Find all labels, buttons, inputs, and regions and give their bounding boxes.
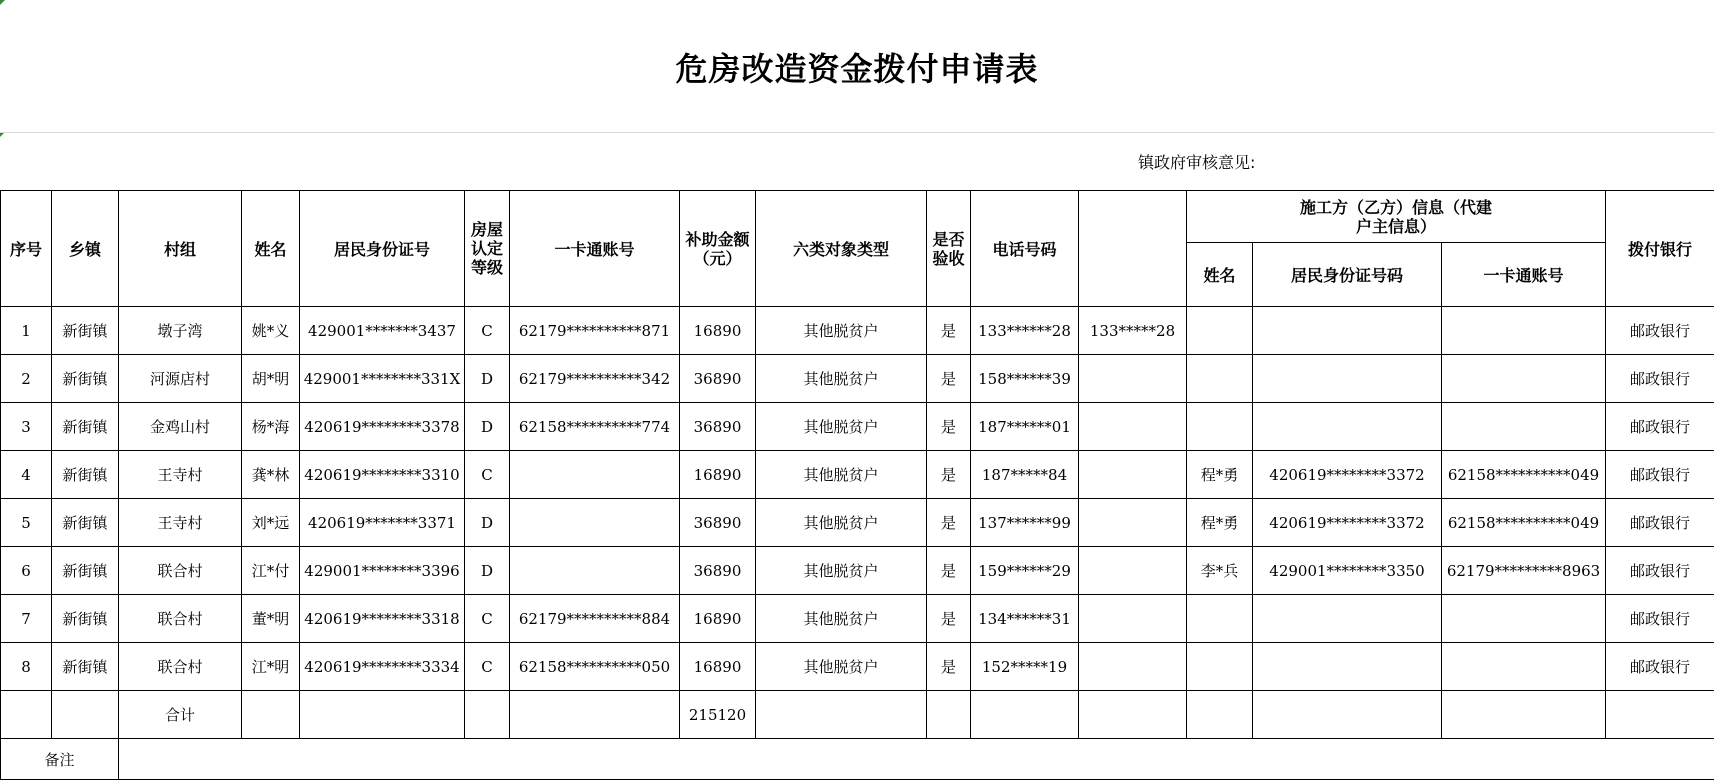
cell-contractor-name[interactable]: 程*勇 (1187, 499, 1253, 547)
cell-name[interactable]: 胡*明 (242, 355, 300, 403)
cell-subsidy[interactable]: 36890 (680, 355, 756, 403)
cell-accepted[interactable]: 是 (927, 403, 971, 451)
cell-account[interactable]: 62179**********871 (510, 307, 680, 355)
cell-name[interactable]: 董*明 (242, 595, 300, 643)
cell-town[interactable]: 新街镇 (52, 307, 119, 355)
cell-subsidy[interactable]: 16890 (680, 595, 756, 643)
header-account[interactable]: 一卡通账号 (510, 191, 680, 307)
cell-account[interactable]: 62179**********342 (510, 355, 680, 403)
header-subsidy[interactable]: 补助金额（元） (680, 191, 756, 307)
total-amount[interactable]: 215120 (680, 691, 756, 739)
cell-accepted[interactable]: 是 (927, 643, 971, 691)
cell-phone[interactable]: 187*****84 (971, 451, 1079, 499)
cell-house-grade[interactable]: C (465, 307, 510, 355)
cell-extra-phone[interactable]: 133*****28 (1079, 307, 1187, 355)
cell-category[interactable]: 其他脱贫户 (756, 355, 927, 403)
cell-village[interactable]: 河源店村 (119, 355, 242, 403)
cell-phone[interactable]: 158******39 (971, 355, 1079, 403)
cell-seq[interactable]: 5 (1, 499, 52, 547)
cell-town[interactable]: 新街镇 (52, 499, 119, 547)
cell-village[interactable]: 王寺村 (119, 499, 242, 547)
cell-house-grade[interactable]: D (465, 403, 510, 451)
cell-contractor-id[interactable] (1253, 643, 1442, 691)
cell-bank[interactable]: 邮政银行 (1606, 403, 1714, 451)
header-bank[interactable]: 拨付银行 (1606, 191, 1714, 307)
header-seq[interactable]: 序号 (1, 191, 52, 307)
cell-contractor-account[interactable]: 62158**********049 (1442, 451, 1606, 499)
cell-bank[interactable]: 邮政银行 (1606, 499, 1714, 547)
cell-extra-phone[interactable] (1079, 403, 1187, 451)
header-town[interactable]: 乡镇 (52, 191, 119, 307)
cell-phone[interactable]: 133******28 (971, 307, 1079, 355)
cell-bank[interactable]: 邮政银行 (1606, 643, 1714, 691)
cell-contractor-name[interactable]: 李*兵 (1187, 547, 1253, 595)
cell-contractor-account[interactable] (1442, 595, 1606, 643)
total-label[interactable]: 合计 (119, 691, 242, 739)
table-row (1, 451, 1714, 499)
cell-contractor-id[interactable] (1253, 403, 1442, 451)
cell-extra-phone[interactable] (1079, 451, 1187, 499)
header-house-grade[interactable]: 房屋认定等级 (465, 191, 510, 307)
cell-extra-phone[interactable] (1079, 499, 1187, 547)
cell-category[interactable]: 其他脱贫户 (756, 547, 927, 595)
cell-accepted[interactable]: 是 (927, 547, 971, 595)
total-row (1, 691, 1714, 739)
cell-category[interactable]: 其他脱贫户 (756, 451, 927, 499)
cell-contractor-name[interactable] (1187, 643, 1253, 691)
cell-contractor-account[interactable] (1442, 403, 1606, 451)
page-title: 危房改造资金拨付申请表 (675, 50, 1039, 88)
header-blank[interactable] (1079, 191, 1187, 307)
cell-town[interactable]: 新街镇 (52, 643, 119, 691)
cell-id-number[interactable]: 429001*******3437 (300, 307, 465, 355)
header-village[interactable]: 村组 (119, 191, 242, 307)
cell-id-number[interactable]: 429001********3396 (300, 547, 465, 595)
cell-name[interactable]: 杨*海 (242, 403, 300, 451)
cell-house-grade[interactable]: C (465, 451, 510, 499)
cell-phone[interactable]: 137******99 (971, 499, 1079, 547)
cell-name[interactable]: 姚*义 (242, 307, 300, 355)
cell-category[interactable]: 其他脱贫户 (756, 643, 927, 691)
remark-row (1, 739, 1714, 780)
cell-seq[interactable]: 3 (1, 403, 52, 451)
remark-value[interactable] (119, 739, 1714, 780)
cell-contractor-account[interactable]: 62158**********049 (1442, 499, 1606, 547)
cell-subsidy[interactable]: 36890 (680, 547, 756, 595)
cell-subsidy[interactable]: 36890 (680, 403, 756, 451)
table-body (1, 307, 1714, 691)
cell-name[interactable]: 刘*远 (242, 499, 300, 547)
header-name[interactable]: 姓名 (242, 191, 300, 307)
cell-id-number[interactable]: 420619********3310 (300, 451, 465, 499)
cell-subsidy[interactable]: 16890 (680, 307, 756, 355)
header-category[interactable]: 六类对象类型 (756, 191, 927, 307)
cell-town[interactable]: 新街镇 (52, 595, 119, 643)
cell-id-number[interactable]: 420619********3318 (300, 595, 465, 643)
cell-bank[interactable]: 邮政银行 (1606, 547, 1714, 595)
header-phone[interactable]: 电话号码 (971, 191, 1079, 307)
cell-village[interactable]: 联合村 (119, 595, 242, 643)
cell-seq[interactable]: 8 (1, 643, 52, 691)
cell-contractor-id[interactable]: 429001********3350 (1253, 547, 1442, 595)
cell-contractor-account[interactable] (1442, 307, 1606, 355)
cell-accepted[interactable]: 是 (927, 451, 971, 499)
cell-contractor-account[interactable]: 62179*********8963 (1442, 547, 1606, 595)
cell-contractor-id[interactable] (1253, 307, 1442, 355)
cell-contractor-name[interactable] (1187, 307, 1253, 355)
cell-account[interactable] (510, 499, 680, 547)
cell-category[interactable]: 其他脱贫户 (756, 499, 927, 547)
table-row (1, 499, 1714, 547)
header-contractor-group[interactable]: 施工方（乙方）信息（代建户主信息） (1187, 191, 1606, 243)
cell-bank[interactable]: 邮政银行 (1606, 307, 1714, 355)
remark-label[interactable]: 备注 (1, 739, 119, 780)
table-row (1, 403, 1714, 451)
cell-name[interactable]: 江*明 (242, 643, 300, 691)
cell-extra-phone[interactable] (1079, 595, 1187, 643)
cell-phone[interactable]: 134******31 (971, 595, 1079, 643)
cell-town[interactable]: 新街镇 (52, 403, 119, 451)
cell-account[interactable]: 62158**********774 (510, 403, 680, 451)
cell-seq[interactable]: 1 (1, 307, 52, 355)
cell-contractor-name[interactable] (1187, 595, 1253, 643)
cell-id-number[interactable]: 429001********331X (300, 355, 465, 403)
table-row (1, 307, 1714, 355)
table-row (1, 355, 1714, 403)
cell-category[interactable]: 其他脱贫户 (756, 595, 927, 643)
table-row (1, 547, 1714, 595)
cell-accepted[interactable]: 是 (927, 499, 971, 547)
title-cell[interactable] (0, 0, 1714, 133)
cell-village[interactable]: 联合村 (119, 643, 242, 691)
cell-account[interactable] (510, 547, 680, 595)
cell-subsidy[interactable]: 16890 (680, 643, 756, 691)
application-table (0, 190, 1714, 780)
cell-town[interactable]: 新街镇 (52, 451, 119, 499)
cell-contractor-name[interactable]: 程*勇 (1187, 451, 1253, 499)
cell-id-number[interactable]: 420619*******3371 (300, 499, 465, 547)
cell-bank[interactable]: 邮政银行 (1606, 355, 1714, 403)
cell-accepted[interactable]: 是 (927, 595, 971, 643)
cell-phone[interactable]: 159******29 (971, 547, 1079, 595)
header-accepted[interactable]: 是否验收 (927, 191, 971, 307)
cell-contractor-id[interactable]: 420619********3372 (1253, 499, 1442, 547)
cell-extra-phone[interactable] (1079, 547, 1187, 595)
cell-village[interactable]: 联合村 (119, 547, 242, 595)
cell-id-number[interactable]: 420619********3334 (300, 643, 465, 691)
header-id-number[interactable]: 居民身份证号 (300, 191, 465, 307)
cell-contractor-account[interactable] (1442, 643, 1606, 691)
cell-house-grade[interactable]: D (465, 547, 510, 595)
cell-phone[interactable]: 152*****19 (971, 643, 1079, 691)
header-contractor-id[interactable]: 居民身份证号码 (1253, 243, 1442, 307)
cell-house-grade[interactable]: D (465, 499, 510, 547)
cell-town[interactable]: 新街镇 (52, 355, 119, 403)
cell-contractor-account[interactable] (1442, 355, 1606, 403)
cell-name[interactable]: 龚*林 (242, 451, 300, 499)
cell-subsidy[interactable]: 36890 (680, 499, 756, 547)
cell-contractor-id[interactable] (1253, 595, 1442, 643)
table-row (1, 643, 1714, 691)
cell-account[interactable]: 62158**********050 (510, 643, 680, 691)
cell-house-grade[interactable]: C (465, 643, 510, 691)
cell-accepted[interactable]: 是 (927, 307, 971, 355)
cell-village[interactable]: 金鸡山村 (119, 403, 242, 451)
cell-contractor-id[interactable]: 420619********3372 (1253, 451, 1442, 499)
cell-accepted[interactable]: 是 (927, 355, 971, 403)
cell-town[interactable]: 新街镇 (52, 547, 119, 595)
cell-bank[interactable]: 邮政银行 (1606, 451, 1714, 499)
cell-seq[interactable]: 2 (1, 355, 52, 403)
cell-village[interactable]: 墩子湾 (119, 307, 242, 355)
table-row (1, 595, 1714, 643)
cell-bank[interactable]: 邮政银行 (1606, 595, 1714, 643)
cell-category[interactable]: 其他脱贫户 (756, 307, 927, 355)
cell-subsidy[interactable]: 16890 (680, 451, 756, 499)
cell-seq[interactable]: 4 (1, 451, 52, 499)
cell-account[interactable] (510, 451, 680, 499)
cell-extra-phone[interactable] (1079, 643, 1187, 691)
review-opinion-label: 镇政府审核意见: (1138, 153, 1256, 172)
cell-house-grade[interactable]: D (465, 355, 510, 403)
cell-extra-phone[interactable] (1079, 355, 1187, 403)
header-contractor-account[interactable]: 一卡通账号 (1442, 243, 1606, 307)
cell-seq[interactable]: 6 (1, 547, 52, 595)
cell-id-number[interactable]: 420619********3378 (300, 403, 465, 451)
cell-village[interactable]: 王寺村 (119, 451, 242, 499)
cell-category[interactable]: 其他脱贫户 (756, 403, 927, 451)
cell-contractor-name[interactable] (1187, 355, 1253, 403)
cell-house-grade[interactable]: C (465, 595, 510, 643)
header-contractor-name[interactable]: 姓名 (1187, 243, 1253, 307)
cell-phone[interactable]: 187******01 (971, 403, 1079, 451)
cell-account[interactable]: 62179**********884 (510, 595, 680, 643)
cell-seq[interactable]: 7 (1, 595, 52, 643)
cell-contractor-name[interactable] (1187, 403, 1253, 451)
cell-name[interactable]: 江*付 (242, 547, 300, 595)
cell-contractor-id[interactable] (1253, 355, 1442, 403)
